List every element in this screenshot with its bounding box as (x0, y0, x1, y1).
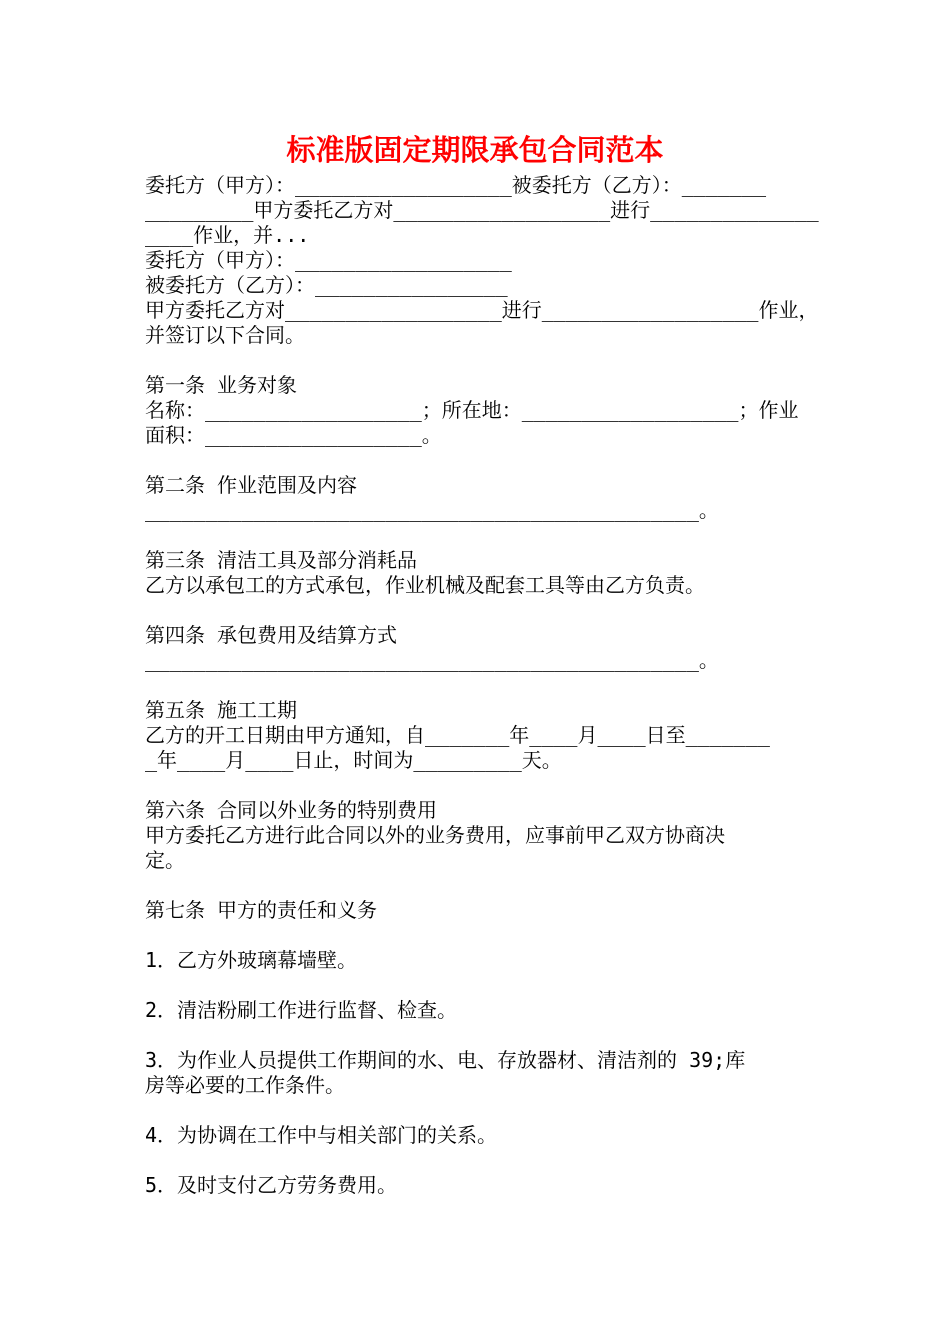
intro-line-5: 被委托方（乙方）：________________ (145, 273, 508, 297)
article-6-heading: 第六条 合同以外业务的特别费用 (145, 798, 438, 822)
article-2-line-1: ______________________________________________。 (145, 498, 719, 522)
article-4-heading: 第四条 承包费用及结算方式 (145, 623, 398, 647)
article-7-heading: 第七条 甲方的责任和义务 (145, 898, 378, 922)
article-4-line-1: ______________________________________________。 (145, 648, 719, 672)
article-7-item-1: 1．乙方外玻璃幕墙壁。 (145, 948, 358, 972)
article-7-item-5: 5．及时支付乙方劳务费用。 (145, 1173, 398, 1197)
intro-line-2: _________甲方委托乙方对__________________进行______________ (145, 198, 819, 222)
document-title: 标准版固定期限承包合同范本 (286, 133, 664, 167)
article-6-line-2: 定。 (145, 848, 185, 872)
article-5-line-2: _年____月____日止，时间为_________天。 (145, 748, 562, 772)
article-5-line-1: 乙方的开工日期由甲方通知，自_______年____月____日至_______ (145, 723, 770, 747)
article-7-item-2: 2．清洁粉刷工作进行监督、检查。 (145, 998, 458, 1022)
intro-line-4: 委托方（甲方）：__________________ (145, 248, 512, 272)
intro-line-7: 并签订以下合同。 (145, 323, 305, 347)
intro-line-6: 甲方委托乙方对__________________进行__________________作业， (145, 298, 819, 322)
article-5-heading: 第五条 施工工期 (145, 698, 298, 722)
article-3-heading: 第三条 清洁工具及部分消耗品 (145, 548, 418, 572)
article-7-item-3-line-1: 3．为作业人员提供工作期间的水、电、存放器材、清洁剂的 39;库 (145, 1048, 746, 1072)
article-1-line-2: 面积：__________________。 (145, 423, 442, 447)
article-2-heading: 第二条 作业范围及内容 (145, 473, 358, 497)
document-body (145, 173, 819, 1198)
article-7-item-3-line-2: 房等必要的工作条件。 (145, 1073, 345, 1097)
article-6-line-1: 甲方委托乙方进行此合同以外的业务费用，应事前甲乙双方协商决 (145, 823, 725, 847)
article-1-line-1: 名称：__________________；所在地：__________________；作业 (145, 398, 799, 422)
article-3-line-1: 乙方以承包工的方式承包，作业机械及配套工具等由乙方负责。 (145, 573, 705, 597)
intro-line-1: 委托方（甲方）：__________________被委托方（乙方）：_______ (145, 173, 767, 197)
article-7-item-4: 4．为协调在工作中与相关部门的关系。 (145, 1123, 498, 1147)
intro-line-3: ____作业，并... (145, 223, 310, 247)
article-1-heading: 第一条 业务对象 (145, 373, 298, 397)
